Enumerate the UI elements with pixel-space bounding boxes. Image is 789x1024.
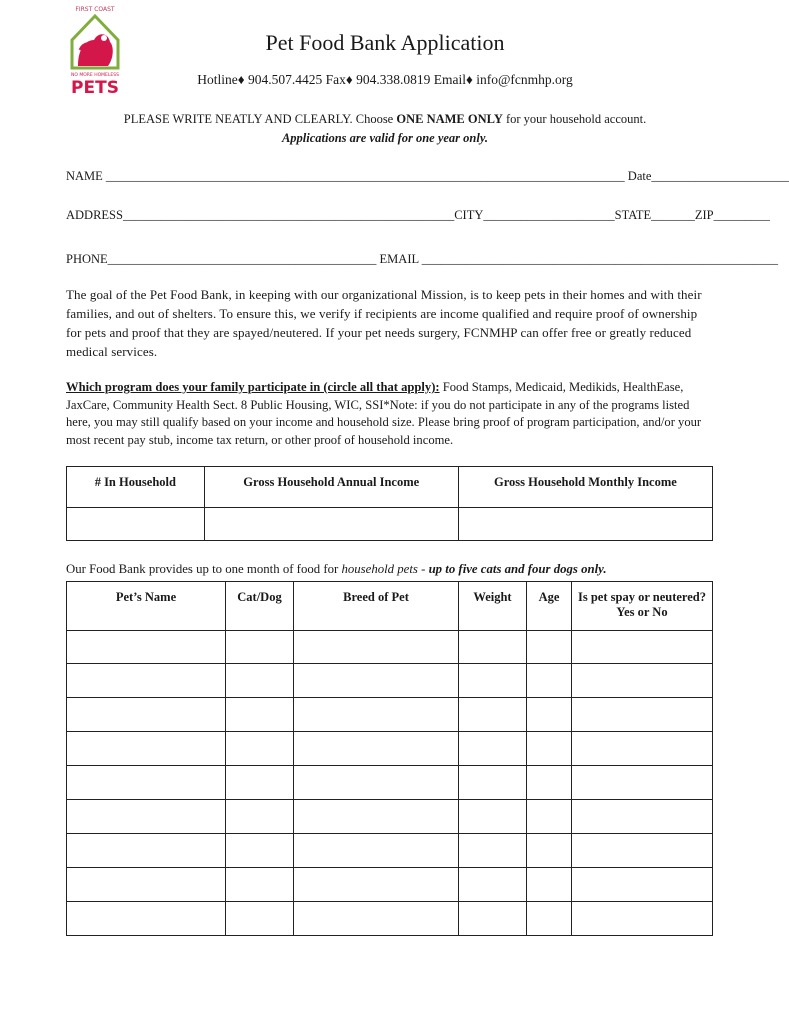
food-note-dash: - <box>417 562 429 576</box>
spay-neuter-cell[interactable] <box>572 800 713 834</box>
logo-sub-text: NO MORE HOMELESS <box>71 73 119 78</box>
logo-word: PETS <box>71 78 119 98</box>
cat-dog-cell[interactable] <box>226 902 294 936</box>
phone-email-field[interactable]: PHONE___________________________________________ EMAIL _________________________________________________________ <box>66 252 779 266</box>
spay-neuter-cell[interactable] <box>572 868 713 902</box>
spay-neuter-cell[interactable] <box>572 631 713 664</box>
program-list: Food Stamps, Medicaid, Medikids, HealthEase, JaxCare, Community Health Sect. 8 Public Housing, WIC, SSI*Note: if you do not participate in any of the programs listed here, you may still qualify based on your income and household size. Please bring proof of program participation, and/or your most recent pay stub, income tax return, or other proof of household income. <box>66 380 702 447</box>
pet-row <box>67 902 713 936</box>
cat-dog-cell[interactable] <box>226 698 294 732</box>
pet-name-cell[interactable] <box>67 766 226 800</box>
pet-row <box>67 800 713 834</box>
income-table-header-row <box>67 467 713 508</box>
weight-cell[interactable] <box>459 631 527 664</box>
household-size-cell[interactable] <box>67 508 205 541</box>
header-spay-neuter: Is pet spay or neutered? Yes or No <box>572 582 713 631</box>
header-household-size: # In Household <box>67 467 205 508</box>
pet-name-cell[interactable] <box>67 834 226 868</box>
instructions <box>0 110 770 148</box>
breed-cell[interactable] <box>294 834 459 868</box>
contact-info: Hotline♦ 904.507.4425 Fax♦ 904.338.0819 Email♦ info@fcnmhp.org <box>197 72 573 87</box>
logo-top-text: FIRST COAST <box>75 6 115 13</box>
income-table-row <box>67 508 713 541</box>
cat-dog-cell[interactable] <box>226 664 294 698</box>
spay-neuter-cell[interactable] <box>572 698 713 732</box>
pet-row <box>67 766 713 800</box>
breed-cell[interactable] <box>294 664 459 698</box>
pet-name-cell[interactable] <box>67 868 226 902</box>
cat-dog-cell[interactable] <box>226 631 294 664</box>
weight-cell[interactable] <box>459 902 527 936</box>
breed-cell[interactable] <box>294 631 459 664</box>
pet-row <box>67 732 713 766</box>
monthly-income-cell[interactable] <box>458 508 712 541</box>
weight-cell[interactable] <box>459 834 527 868</box>
breed-cell[interactable] <box>294 902 459 936</box>
pet-name-cell[interactable] <box>67 902 226 936</box>
age-cell[interactable] <box>527 902 572 936</box>
spay-neuter-cell[interactable] <box>572 902 713 936</box>
address-field[interactable]: ADDRESS_____________________________________________________CITY_____________________STATE_______ZIP_________ <box>66 208 770 222</box>
pet-row <box>67 868 713 902</box>
pet-name-cell[interactable] <box>67 698 226 732</box>
pet-row <box>67 834 713 868</box>
food-note-text: Our Food Bank provides up to one month of food for <box>66 562 342 576</box>
pet-name-cell[interactable] <box>67 631 226 664</box>
goal-paragraph: The goal of the Pet Food Bank, in keeping with our organizational Mission, is to keep pets in their homes and with their families, and out of shelters. To ensure this, we verify if recipients are income qualified and require proof of ownership for pets and proof that they are spayed/neutered. If your pet needs surgery, FCNMHP can offer free or greatly reduced medical services. <box>66 287 702 359</box>
weight-cell[interactable] <box>459 664 527 698</box>
cat-dog-cell[interactable] <box>226 766 294 800</box>
age-cell[interactable] <box>527 698 572 732</box>
header-monthly-income: Gross Household Monthly Income <box>458 467 712 508</box>
header-pet-name: Pet’s Name <box>67 582 226 631</box>
weight-cell[interactable] <box>459 868 527 902</box>
cat-dog-cell[interactable] <box>226 732 294 766</box>
name-date-field[interactable]: NAME ___________________________________________________________________________________ Date______________________ <box>66 169 789 183</box>
header-annual-income: Gross Household Annual Income <box>204 467 458 508</box>
pet-table-header-row <box>67 582 713 631</box>
pet-name-cell[interactable] <box>67 664 226 698</box>
age-cell[interactable] <box>527 800 572 834</box>
breed-cell[interactable] <box>294 800 459 834</box>
header-cat-dog: Cat/Dog <box>226 582 294 631</box>
form-title: Pet Food Bank Application <box>265 30 505 55</box>
food-note-italic: household pets <box>341 562 418 576</box>
age-cell[interactable] <box>527 834 572 868</box>
cat-dog-cell[interactable] <box>226 834 294 868</box>
pet-row <box>67 664 713 698</box>
weight-cell[interactable] <box>459 800 527 834</box>
weight-cell[interactable] <box>459 732 527 766</box>
instructions-text-end: for your household account. <box>502 112 647 126</box>
program-paragraph <box>66 379 716 449</box>
pet-name-cell[interactable] <box>67 732 226 766</box>
spay-neuter-cell[interactable] <box>572 732 713 766</box>
breed-cell[interactable] <box>294 732 459 766</box>
spay-neuter-cell[interactable] <box>572 834 713 868</box>
age-cell[interactable] <box>527 631 572 664</box>
pet-row <box>67 698 713 732</box>
food-bank-note <box>66 562 607 577</box>
spay-neuter-cell[interactable] <box>572 664 713 698</box>
header-breed: Breed of Pet <box>294 582 459 631</box>
breed-cell[interactable] <box>294 766 459 800</box>
breed-cell[interactable] <box>294 698 459 732</box>
age-cell[interactable] <box>527 766 572 800</box>
annual-income-cell[interactable] <box>204 508 458 541</box>
income-table <box>66 466 713 541</box>
pet-row <box>67 631 713 664</box>
header-age: Age <box>527 582 572 631</box>
header-weight: Weight <box>459 582 527 631</box>
age-cell[interactable] <box>527 664 572 698</box>
validity-note: Applications are valid for one year only. <box>281 131 489 145</box>
instructions-emphasis: ONE NAME ONLY <box>396 112 503 126</box>
food-note-limit: up to five cats and four dogs only. <box>428 562 607 576</box>
cat-dog-cell[interactable] <box>226 868 294 902</box>
instructions-line-1 <box>0 110 770 129</box>
spay-neuter-cell[interactable] <box>572 766 713 800</box>
weight-cell[interactable] <box>459 766 527 800</box>
instructions-text: PLEASE WRITE NEATLY AND CLEARLY. Choose <box>123 112 397 126</box>
weight-cell[interactable] <box>459 698 527 732</box>
age-cell[interactable] <box>527 732 572 766</box>
cat-dog-cell[interactable] <box>226 800 294 834</box>
program-question: Which program does your family participate in (circle all that apply): <box>66 380 440 394</box>
breed-cell[interactable] <box>294 868 459 902</box>
age-cell[interactable] <box>527 868 572 902</box>
pet-table <box>66 581 713 936</box>
pet-name-cell[interactable] <box>67 800 226 834</box>
